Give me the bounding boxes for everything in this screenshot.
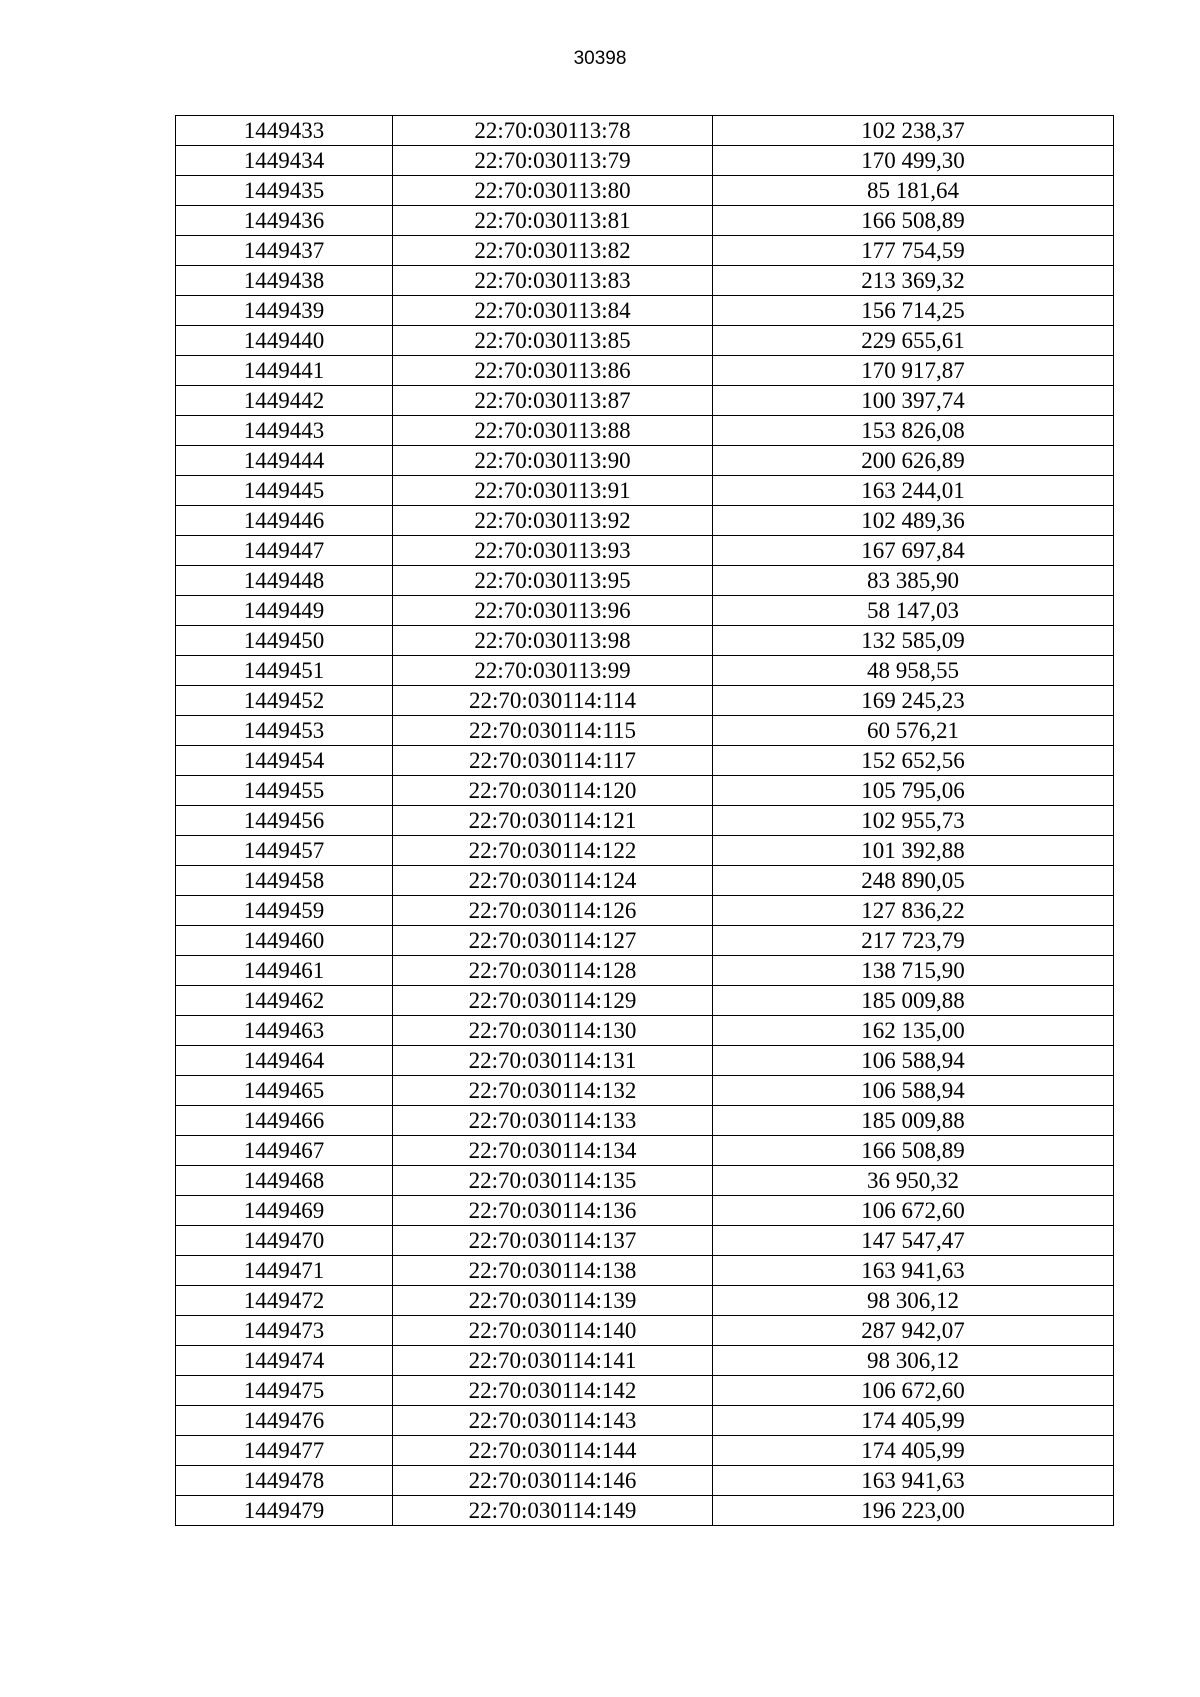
record-number-cell: 1449451 [176, 656, 393, 686]
value-cell: 101 392,88 [713, 836, 1114, 866]
record-number-cell: 1449475 [176, 1376, 393, 1406]
record-number-cell: 1449452 [176, 686, 393, 716]
value-cell: 177 754,59 [713, 236, 1114, 266]
cadastral-number-cell: 22:70:030113:99 [393, 656, 713, 686]
value-cell: 248 890,05 [713, 866, 1114, 896]
cadastral-number-cell: 22:70:030113:80 [393, 176, 713, 206]
table-row [176, 1226, 1114, 1256]
record-number-cell: 1449478 [176, 1466, 393, 1496]
table-row [176, 356, 1114, 386]
cadastral-number-cell: 22:70:030114:136 [393, 1196, 713, 1226]
value-cell: 185 009,88 [713, 1106, 1114, 1136]
table-row [176, 1106, 1114, 1136]
record-number-cell: 1449454 [176, 746, 393, 776]
cadastral-number-cell: 22:70:030113:96 [393, 596, 713, 626]
table-row [176, 1016, 1114, 1046]
value-cell: 200 626,89 [713, 446, 1114, 476]
value-cell: 102 955,73 [713, 806, 1114, 836]
record-number-cell: 1449474 [176, 1346, 393, 1376]
table-row [176, 686, 1114, 716]
cadastral-number-cell: 22:70:030114:144 [393, 1436, 713, 1466]
table-row [176, 1196, 1114, 1226]
record-number-cell: 1449445 [176, 476, 393, 506]
value-cell: 85 181,64 [713, 176, 1114, 206]
record-number-cell: 1449456 [176, 806, 393, 836]
data-table [175, 115, 1114, 1526]
table-row [176, 446, 1114, 476]
value-cell: 196 223,00 [713, 1496, 1114, 1526]
table-row [176, 476, 1114, 506]
record-number-cell: 1449455 [176, 776, 393, 806]
cadastral-number-cell: 22:70:030114:122 [393, 836, 713, 866]
record-number-cell: 1449476 [176, 1406, 393, 1436]
cadastral-number-cell: 22:70:030114:137 [393, 1226, 713, 1256]
record-number-cell: 1449473 [176, 1316, 393, 1346]
value-cell: 174 405,99 [713, 1436, 1114, 1466]
cadastral-number-cell: 22:70:030114:131 [393, 1046, 713, 1076]
record-number-cell: 1449469 [176, 1196, 393, 1226]
value-cell: 163 941,63 [713, 1256, 1114, 1286]
value-cell: 98 306,12 [713, 1346, 1114, 1376]
table-row [176, 116, 1114, 146]
table-row [176, 1046, 1114, 1076]
table-row [176, 926, 1114, 956]
value-cell: 83 385,90 [713, 566, 1114, 596]
cadastral-number-cell: 22:70:030114:128 [393, 956, 713, 986]
record-number-cell: 1449461 [176, 956, 393, 986]
cadastral-number-cell: 22:70:030114:146 [393, 1466, 713, 1496]
value-cell: 163 941,63 [713, 1466, 1114, 1496]
value-cell: 169 245,23 [713, 686, 1114, 716]
cadastral-number-cell: 22:70:030113:83 [393, 266, 713, 296]
cadastral-number-cell: 22:70:030114:121 [393, 806, 713, 836]
table-row [176, 1076, 1114, 1106]
value-cell: 132 585,09 [713, 626, 1114, 656]
record-number-cell: 1449460 [176, 926, 393, 956]
table-row [176, 596, 1114, 626]
table-row [176, 146, 1114, 176]
table-row [176, 236, 1114, 266]
record-number-cell: 1449464 [176, 1046, 393, 1076]
record-number-cell: 1449433 [176, 116, 393, 146]
cadastral-number-cell: 22:70:030113:91 [393, 476, 713, 506]
table-row [176, 536, 1114, 566]
value-cell: 98 306,12 [713, 1286, 1114, 1316]
value-cell: 166 508,89 [713, 1136, 1114, 1166]
cadastral-number-cell: 22:70:030114:139 [393, 1286, 713, 1316]
record-number-cell: 1449436 [176, 206, 393, 236]
page-number: 30398 [573, 48, 627, 69]
cadastral-number-cell: 22:70:030114:129 [393, 986, 713, 1016]
table-body [176, 116, 1114, 1526]
value-cell: 162 135,00 [713, 1016, 1114, 1046]
record-number-cell: 1449453 [176, 716, 393, 746]
record-number-cell: 1449466 [176, 1106, 393, 1136]
record-number-cell: 1449459 [176, 896, 393, 926]
record-number-cell: 1449477 [176, 1436, 393, 1466]
value-cell: 102 489,36 [713, 506, 1114, 536]
table-row [176, 326, 1114, 356]
table-row [176, 1376, 1114, 1406]
table-row [176, 1436, 1114, 1466]
value-cell: 152 652,56 [713, 746, 1114, 776]
cadastral-number-cell: 22:70:030113:78 [393, 116, 713, 146]
record-number-cell: 1449443 [176, 416, 393, 446]
value-cell: 170 917,87 [713, 356, 1114, 386]
value-cell: 106 672,60 [713, 1196, 1114, 1226]
cadastral-number-cell: 22:70:030114:141 [393, 1346, 713, 1376]
cadastral-number-cell: 22:70:030114:134 [393, 1136, 713, 1166]
table-row [176, 1286, 1114, 1316]
record-number-cell: 1449470 [176, 1226, 393, 1256]
record-number-cell: 1449450 [176, 626, 393, 656]
table-row [176, 626, 1114, 656]
value-cell: 60 576,21 [713, 716, 1114, 746]
record-number-cell: 1449465 [176, 1076, 393, 1106]
record-number-cell: 1449434 [176, 146, 393, 176]
cadastral-number-cell: 22:70:030113:86 [393, 356, 713, 386]
record-number-cell: 1449458 [176, 866, 393, 896]
cadastral-number-cell: 22:70:030113:88 [393, 416, 713, 446]
table-row [176, 1466, 1114, 1496]
value-cell: 170 499,30 [713, 146, 1114, 176]
value-cell: 102 238,37 [713, 116, 1114, 146]
value-cell: 153 826,08 [713, 416, 1114, 446]
record-number-cell: 1449441 [176, 356, 393, 386]
table-row [176, 386, 1114, 416]
record-number-cell: 1449468 [176, 1166, 393, 1196]
table-row [176, 836, 1114, 866]
cadastral-number-cell: 22:70:030114:135 [393, 1166, 713, 1196]
value-cell: 106 588,94 [713, 1046, 1114, 1076]
table-row [176, 266, 1114, 296]
value-cell: 167 697,84 [713, 536, 1114, 566]
record-number-cell: 1449437 [176, 236, 393, 266]
cadastral-number-cell: 22:70:030114:138 [393, 1256, 713, 1286]
cadastral-number-cell: 22:70:030114:149 [393, 1496, 713, 1526]
table-row [176, 1256, 1114, 1286]
cadastral-number-cell: 22:70:030113:95 [393, 566, 713, 596]
cadastral-number-cell: 22:70:030113:84 [393, 296, 713, 326]
value-cell: 138 715,90 [713, 956, 1114, 986]
cadastral-number-cell: 22:70:030114:114 [393, 686, 713, 716]
value-cell: 229 655,61 [713, 326, 1114, 356]
table-row [176, 1496, 1114, 1526]
cadastral-number-cell: 22:70:030114:130 [393, 1016, 713, 1046]
cadastral-number-cell: 22:70:030113:85 [393, 326, 713, 356]
table-row [176, 656, 1114, 686]
cadastral-number-cell: 22:70:030113:92 [393, 506, 713, 536]
value-cell: 127 836,22 [713, 896, 1114, 926]
record-number-cell: 1449471 [176, 1256, 393, 1286]
table-row [176, 566, 1114, 596]
cadastral-number-cell: 22:70:030114:143 [393, 1406, 713, 1436]
value-cell: 147 547,47 [713, 1226, 1114, 1256]
cadastral-number-cell: 22:70:030113:98 [393, 626, 713, 656]
cadastral-number-cell: 22:70:030113:81 [393, 206, 713, 236]
table-row [176, 1406, 1114, 1436]
table-row [176, 746, 1114, 776]
value-cell: 36 950,32 [713, 1166, 1114, 1196]
table-row [176, 866, 1114, 896]
cadastral-number-cell: 22:70:030114:115 [393, 716, 713, 746]
table-row [176, 1136, 1114, 1166]
cadastral-number-cell: 22:70:030114:140 [393, 1316, 713, 1346]
record-number-cell: 1449479 [176, 1496, 393, 1526]
record-number-cell: 1449448 [176, 566, 393, 596]
table-row [176, 956, 1114, 986]
record-number-cell: 1449463 [176, 1016, 393, 1046]
cadastral-number-cell: 22:70:030114:117 [393, 746, 713, 776]
table-row [176, 776, 1114, 806]
record-number-cell: 1449467 [176, 1136, 393, 1166]
record-number-cell: 1449446 [176, 506, 393, 536]
record-number-cell: 1449447 [176, 536, 393, 566]
cadastral-number-cell: 22:70:030113:87 [393, 386, 713, 416]
value-cell: 287 942,07 [713, 1316, 1114, 1346]
table-row [176, 296, 1114, 326]
cadastral-number-cell: 22:70:030113:90 [393, 446, 713, 476]
cadastral-number-cell: 22:70:030113:93 [393, 536, 713, 566]
table-row [176, 176, 1114, 206]
value-cell: 48 958,55 [713, 656, 1114, 686]
table-row [176, 1166, 1114, 1196]
record-number-cell: 1449442 [176, 386, 393, 416]
value-cell: 106 672,60 [713, 1376, 1114, 1406]
table-row [176, 206, 1114, 236]
record-number-cell: 1449444 [176, 446, 393, 476]
record-number-cell: 1449440 [176, 326, 393, 356]
value-cell: 213 369,32 [713, 266, 1114, 296]
record-number-cell: 1449472 [176, 1286, 393, 1316]
record-number-cell: 1449435 [176, 176, 393, 206]
value-cell: 105 795,06 [713, 776, 1114, 806]
cadastral-number-cell: 22:70:030114:127 [393, 926, 713, 956]
cadastral-number-cell: 22:70:030114:126 [393, 896, 713, 926]
value-cell: 163 244,01 [713, 476, 1114, 506]
table-row [176, 1346, 1114, 1376]
table-row [176, 896, 1114, 926]
table-row [176, 806, 1114, 836]
record-number-cell: 1449462 [176, 986, 393, 1016]
value-cell: 174 405,99 [713, 1406, 1114, 1436]
value-cell: 166 508,89 [713, 206, 1114, 236]
value-cell: 156 714,25 [713, 296, 1114, 326]
record-number-cell: 1449438 [176, 266, 393, 296]
cadastral-number-cell: 22:70:030114:120 [393, 776, 713, 806]
cadastral-number-cell: 22:70:030114:132 [393, 1076, 713, 1106]
cadastral-number-cell: 22:70:030114:124 [393, 866, 713, 896]
value-cell: 100 397,74 [713, 386, 1114, 416]
table-row [176, 1316, 1114, 1346]
value-cell: 58 147,03 [713, 596, 1114, 626]
cadastral-number-cell: 22:70:030113:82 [393, 236, 713, 266]
value-cell: 217 723,79 [713, 926, 1114, 956]
value-cell: 106 588,94 [713, 1076, 1114, 1106]
table-row [176, 506, 1114, 536]
cadastral-number-cell: 22:70:030114:133 [393, 1106, 713, 1136]
table-row [176, 986, 1114, 1016]
record-number-cell: 1449439 [176, 296, 393, 326]
table-row [176, 716, 1114, 746]
cadastral-number-cell: 22:70:030114:142 [393, 1376, 713, 1406]
value-cell: 185 009,88 [713, 986, 1114, 1016]
record-number-cell: 1449449 [176, 596, 393, 626]
table-row [176, 416, 1114, 446]
cadastral-number-cell: 22:70:030113:79 [393, 146, 713, 176]
record-number-cell: 1449457 [176, 836, 393, 866]
